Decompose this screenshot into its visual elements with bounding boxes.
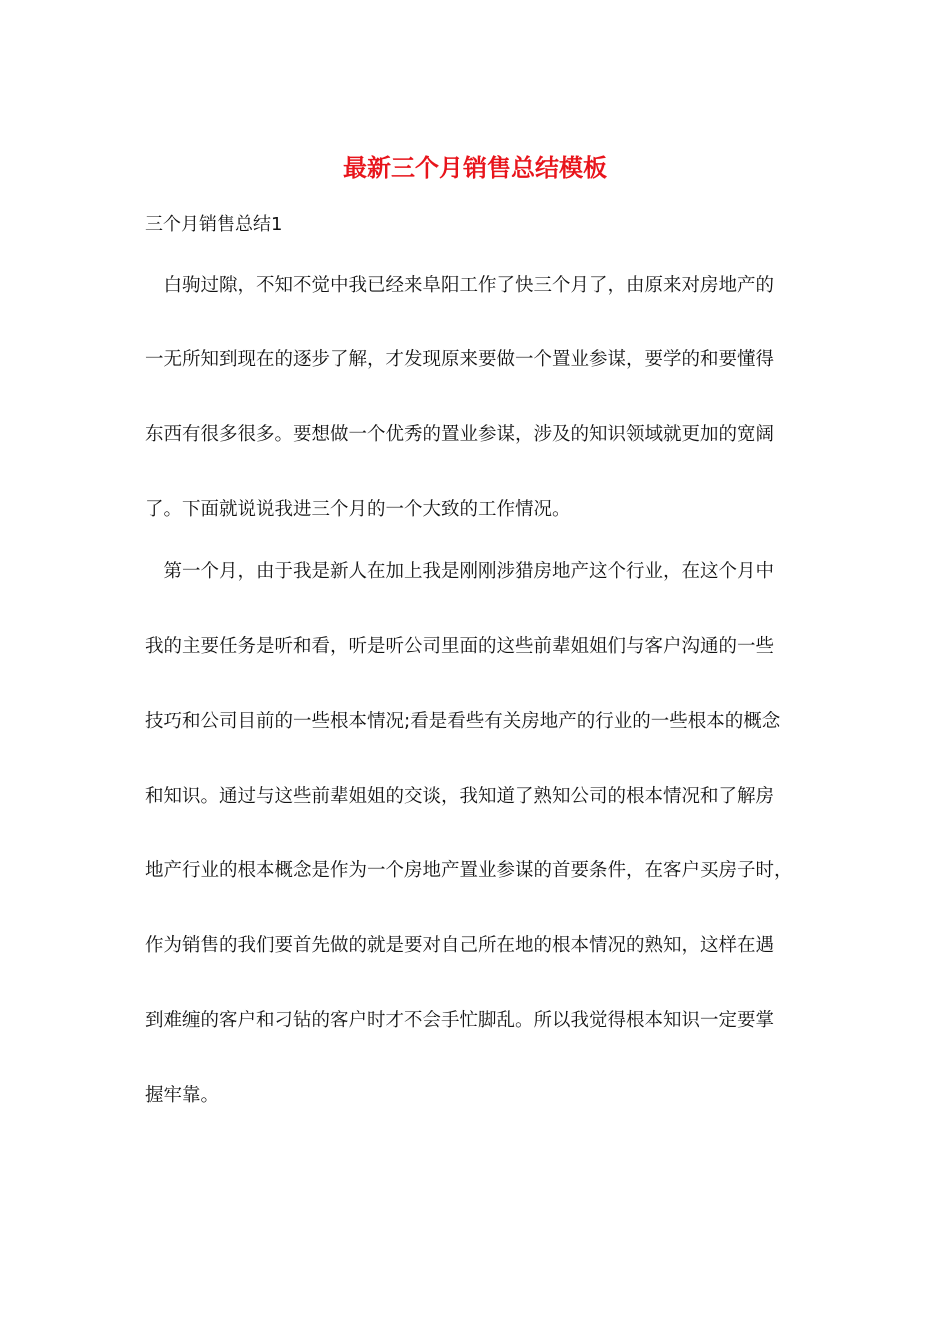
paragraph-line: 技巧和公司目前的一些根本情况;看是看些有关房地产的行业的一些根本的概念 xyxy=(145,711,781,732)
paragraph-line: 到难缠的客户和刁钻的客户时才不会手忙脚乱。所以我觉得根本知识一定要掌 xyxy=(145,1010,775,1031)
paragraph-line: 一无所知到现在的逐步了解，才发现原来要做一个置业参谋，要学的和要懂得 xyxy=(145,349,775,370)
section-heading: 三个月销售总结1 xyxy=(145,214,283,235)
paragraph-line: 白驹过隙，不知不觉中我已经来阜阳工作了快三个月了，由原来对房地产的 xyxy=(145,275,775,296)
paragraph-line: 第一个月，由于我是新人在加上我是刚刚涉猎房地产这个行业，在这个月中 xyxy=(145,561,775,582)
document-title: 最新三个月销售总结模板 xyxy=(343,153,607,182)
paragraph-line: 东西有很多很多。要想做一个优秀的置业参谋，涉及的知识领域就更加的宽阔 xyxy=(145,424,775,445)
paragraph-line: 地产行业的根本概念是作为一个房地产置业参谋的首要条件，在客户买房子时， xyxy=(145,860,793,881)
paragraph-line: 和知识。通过与这些前辈姐姐的交谈，我知道了熟知公司的根本情况和了解房 xyxy=(145,786,775,807)
paragraph-line: 了。下面就说说我进三个月的一个大致的工作情况。 xyxy=(145,499,571,520)
paragraph-line: 作为销售的我们要首先做的就是要对自己所在地的根本情况的熟知，这样在遇 xyxy=(145,935,775,956)
paragraph-line: 握牢靠。 xyxy=(145,1085,220,1106)
paragraph-line: 我的主要任务是听和看，听是听公司里面的这些前辈姐姐们与客户沟通的一些 xyxy=(145,636,775,657)
